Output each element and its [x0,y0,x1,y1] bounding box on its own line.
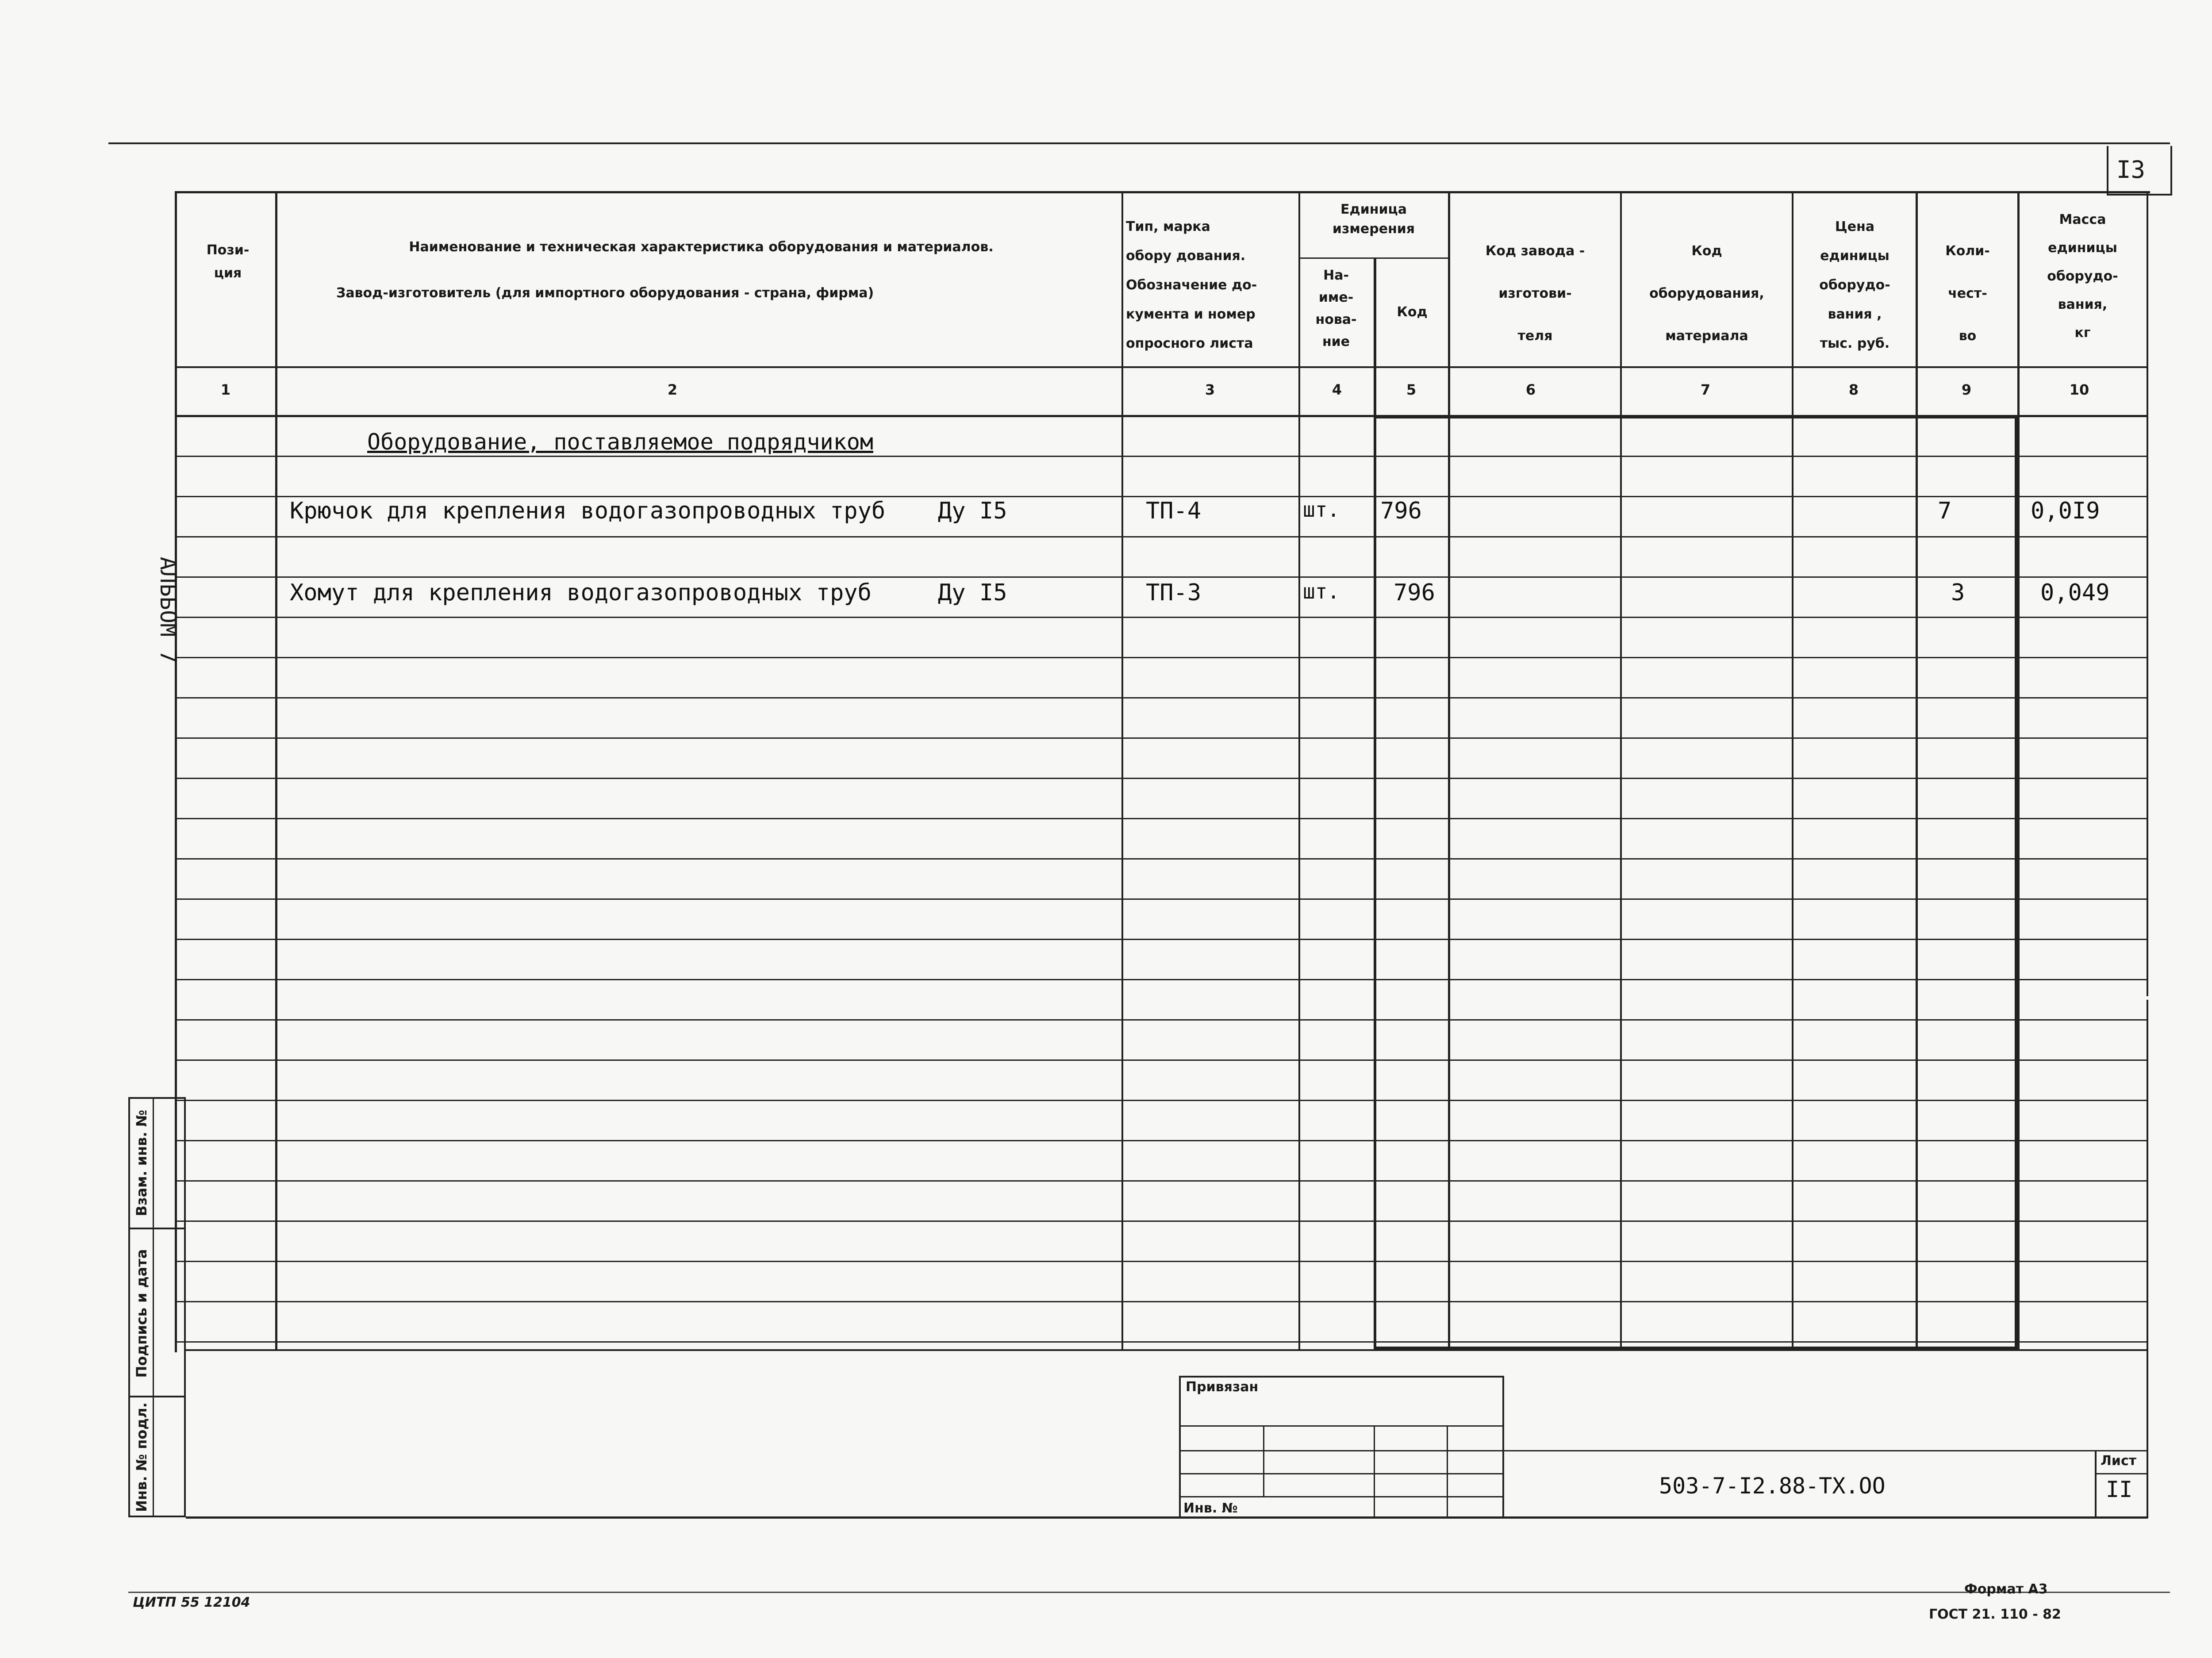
row1-mass: 0,0I9 [2031,498,2100,524]
col-line-3 [1298,191,1300,1350]
footer-format: Формат А3 [1964,1581,2048,1597]
album-label: АЛЬБОМ 7 [155,557,181,664]
row2-type: ТП-3 [1146,580,1202,606]
doc-code: 503-7-I2.88-ТХ.ОО [1659,1473,1886,1499]
colnum-4: 4 [1332,381,1342,398]
row1-size: Ду I5 [938,498,1007,524]
header-price: Цена единицы оборудо- вания , тыс. руб. [1819,219,1890,351]
col-line-2 [1121,191,1123,1350]
sheet-number-top: I3 [2116,156,2146,184]
section-title: Оборудование, поставляемое подрядчиком [367,429,873,455]
header-bottom [175,366,2148,368]
thick-box [1374,416,2017,1349]
tb-v2 [1374,1425,1375,1518]
header-name-line2: Завод-изготовитель (для импортного оборудования - страна, фирма) [336,285,874,301]
row2-mass: 0,049 [2040,580,2110,606]
list-number: II [2106,1477,2133,1502]
header-type: Тип, марка обору дования. Обозначение до- кумента и номер опросного листа [1126,219,1257,351]
row1-unit: шт. [1303,498,1340,522]
header-factory-code: Код завода - изготови- теля [1485,243,1585,344]
top-rule [108,142,2170,144]
header-position: Пози- ция [206,242,250,281]
header-unit-group: Единица измерения [1332,202,1415,237]
tb-inv-no: Инв. № [1183,1501,1238,1516]
colnum-10: 10 [2069,381,2089,398]
colnum-1: 1 [220,381,231,398]
list-box-div [2095,1473,2148,1474]
row2-code: 796 [1394,580,1435,606]
colnum-9: 9 [1961,381,1972,398]
tb-h1 [1179,1425,1504,1427]
side-stamp-inner [153,1097,154,1517]
row1-qty: 7 [1938,498,1952,524]
colnum-3: 3 [1205,381,1215,398]
tb-v3 [1447,1425,1448,1518]
colnum-5: 5 [1406,381,1417,398]
row2-unit: шт. [1303,580,1340,603]
colnum-2: 2 [667,381,678,398]
tb-h2 [1179,1450,1504,1451]
row2-name: Хомут для крепления водогазопроводных труб [290,580,872,606]
header-name-line1: Наименование и техническая характеристика оборудования и материалов. [409,239,994,255]
header-mass: Масса единицы оборудо- вания, кг [2047,212,2118,341]
tb-v1 [1263,1425,1264,1496]
tb-h3 [1179,1473,1504,1474]
footer-gost: ГОСТ 21. 110 - 82 [1929,1607,2061,1622]
side-inv: Инв. № подл. [133,1402,150,1512]
table-end-line [186,1349,2148,1351]
tb-doc-top [1504,1450,2148,1451]
frame-bottom [186,1516,2148,1519]
tb-privyazan: Привязан [1186,1379,1259,1395]
header-unit-name: На- име- нова- ние [1315,268,1357,349]
header-quantity: Коли- чест- во [1945,243,1990,344]
side-podpis: Подпись и дата [133,1249,150,1378]
header-equipment-code: Код оборудования, материала [1649,243,1764,344]
colnum-8: 8 [1848,381,1859,398]
row2-size: Ду I5 [938,580,1007,606]
header-unit-code: Код [1397,304,1428,320]
frame-right-lower [2147,1000,2148,1518]
row1-name: Крючок для крепления водогазопроводных труб [290,498,886,524]
row1-type: ТП-4 [1146,498,1202,524]
footer-left: ЦИТП 55 12104 [133,1595,250,1610]
sheet-number-box [2107,146,2172,196]
colnum-6: 6 [1525,381,1536,398]
tb-h4 [1179,1496,1504,1497]
unit-subdivider [1298,257,1448,259]
row2-qty: 3 [1951,580,1965,606]
footer-rule [128,1592,2170,1593]
col-line-1 [275,191,277,1350]
list-label: Лист [2101,1453,2137,1469]
col-line-9 [2017,191,2020,1350]
row1-code: 796 [1380,498,1422,524]
colnum-7: 7 [1700,381,1711,398]
side-vzam: Взам. инв. № [133,1109,150,1217]
frame-right [2147,191,2148,996]
